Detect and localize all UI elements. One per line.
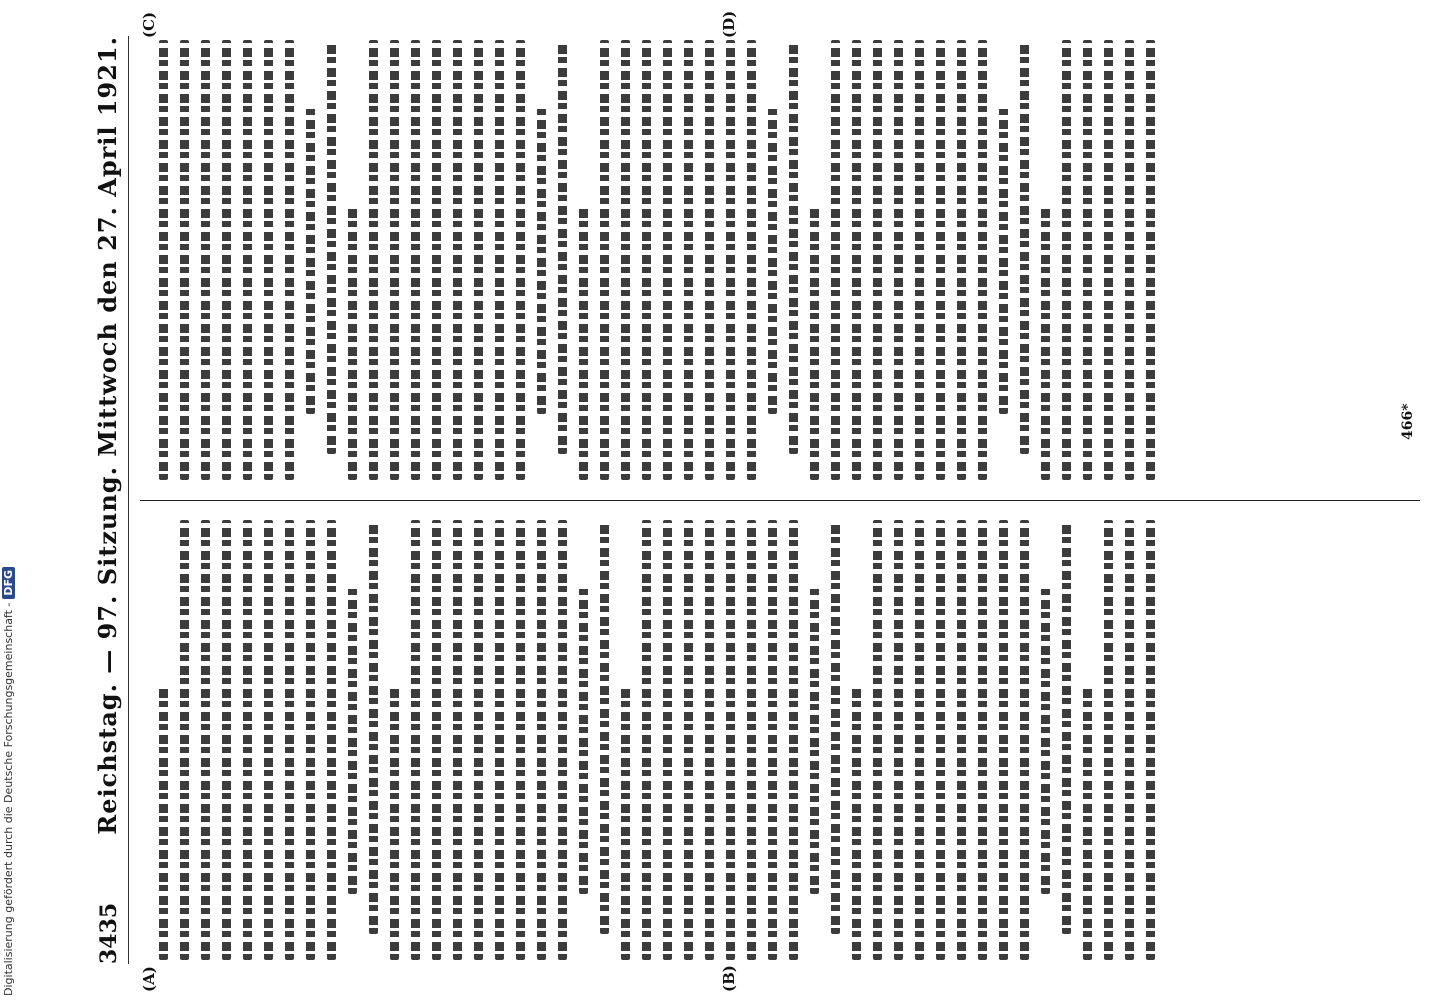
text-line <box>873 520 882 960</box>
text-line <box>285 520 294 960</box>
text-line <box>1083 40 1092 480</box>
text-line <box>915 520 924 960</box>
page-title: Reichstag. — 97. Sitzung. Mittwoch den 27. April 1921. <box>93 36 122 835</box>
text-line <box>369 520 378 934</box>
text-line <box>558 40 567 454</box>
text-line <box>915 40 924 480</box>
text-line <box>558 520 567 960</box>
text-line <box>1125 40 1134 480</box>
text-line <box>978 520 987 960</box>
signature-mark: 466* <box>1400 403 1416 440</box>
text-column-left <box>150 520 1410 960</box>
text-line <box>201 520 210 960</box>
text-line <box>831 40 840 480</box>
text-line <box>306 106 315 414</box>
text-line <box>621 40 630 480</box>
text-line <box>306 520 315 960</box>
text-line <box>831 520 840 934</box>
text-line <box>474 520 483 960</box>
text-line <box>159 687 168 960</box>
text-line <box>390 687 399 960</box>
text-line <box>327 40 336 454</box>
text-line <box>1104 520 1113 960</box>
text-line <box>600 40 609 480</box>
text-line <box>243 40 252 480</box>
text-line <box>453 40 462 480</box>
text-line <box>1125 520 1134 960</box>
text-line <box>747 520 756 960</box>
text-line <box>621 687 630 960</box>
dfg-logo: DFG <box>2 567 15 599</box>
text-line <box>201 40 210 480</box>
text-line <box>264 520 273 960</box>
text-line <box>222 520 231 960</box>
text-line <box>978 40 987 480</box>
text-line <box>1062 40 1071 480</box>
text-line <box>768 106 777 414</box>
column-divider <box>140 500 1420 501</box>
margin-letter-a: (A) <box>140 966 158 992</box>
text-line <box>390 40 399 480</box>
text-line <box>495 520 504 960</box>
text-line <box>894 520 903 960</box>
text-line <box>537 106 546 414</box>
text-line <box>1146 40 1155 480</box>
text-line <box>684 40 693 480</box>
text-line <box>642 40 651 480</box>
text-line <box>957 520 966 960</box>
text-line <box>579 207 588 480</box>
text-line <box>369 40 378 480</box>
text-line <box>453 520 462 960</box>
text-line <box>810 586 819 894</box>
running-header <box>8 36 129 964</box>
text-line <box>705 520 714 960</box>
text-line <box>516 520 525 960</box>
margin-letter-d: (D) <box>720 10 738 38</box>
text-line <box>411 520 420 960</box>
text-line <box>726 520 735 960</box>
text-line <box>1083 687 1092 960</box>
text-line <box>873 40 882 480</box>
text-line <box>327 520 336 960</box>
text-line <box>516 40 525 480</box>
text-line <box>663 40 672 480</box>
text-line <box>999 106 1008 414</box>
text-line <box>936 40 945 480</box>
text-line <box>243 520 252 960</box>
text-line <box>936 520 945 960</box>
text-line <box>432 520 441 960</box>
text-line <box>999 520 1008 960</box>
text-line <box>600 520 609 934</box>
text-line <box>747 40 756 480</box>
text-line <box>1020 520 1029 960</box>
text-line <box>579 586 588 894</box>
text-line <box>852 40 861 480</box>
margin-letter-c: (C) <box>140 11 158 38</box>
text-line <box>180 40 189 480</box>
text-line <box>264 40 273 480</box>
text-line <box>1146 520 1155 960</box>
text-line <box>348 207 357 480</box>
text-line <box>663 520 672 960</box>
credit-text: Digitalisierung gefördert durch die Deutsche Forschungsgemeinschaft - <box>2 602 15 996</box>
text-line <box>411 40 420 480</box>
text-line <box>768 520 777 960</box>
text-line <box>957 40 966 480</box>
text-line <box>1104 40 1113 480</box>
text-column-right <box>150 40 1410 480</box>
text-line <box>222 40 231 480</box>
page-number: 3435 <box>96 902 122 964</box>
text-line <box>684 520 693 960</box>
text-line <box>285 40 294 480</box>
text-line <box>1062 520 1071 934</box>
digitization-credit <box>2 567 15 996</box>
text-line <box>1020 40 1029 454</box>
text-line <box>474 40 483 480</box>
text-line <box>1041 586 1050 894</box>
text-line <box>852 687 861 960</box>
text-line <box>495 40 504 480</box>
text-line <box>894 40 903 480</box>
text-line <box>180 520 189 960</box>
text-line <box>348 586 357 894</box>
text-line <box>789 520 798 960</box>
text-line <box>159 40 168 480</box>
text-line <box>789 40 798 454</box>
text-line <box>705 40 714 480</box>
text-line <box>810 207 819 480</box>
text-line <box>726 40 735 480</box>
text-line <box>537 520 546 960</box>
text-line <box>432 40 441 480</box>
text-line <box>1041 207 1050 480</box>
margin-letter-b: (B) <box>720 965 738 992</box>
text-line <box>642 520 651 960</box>
